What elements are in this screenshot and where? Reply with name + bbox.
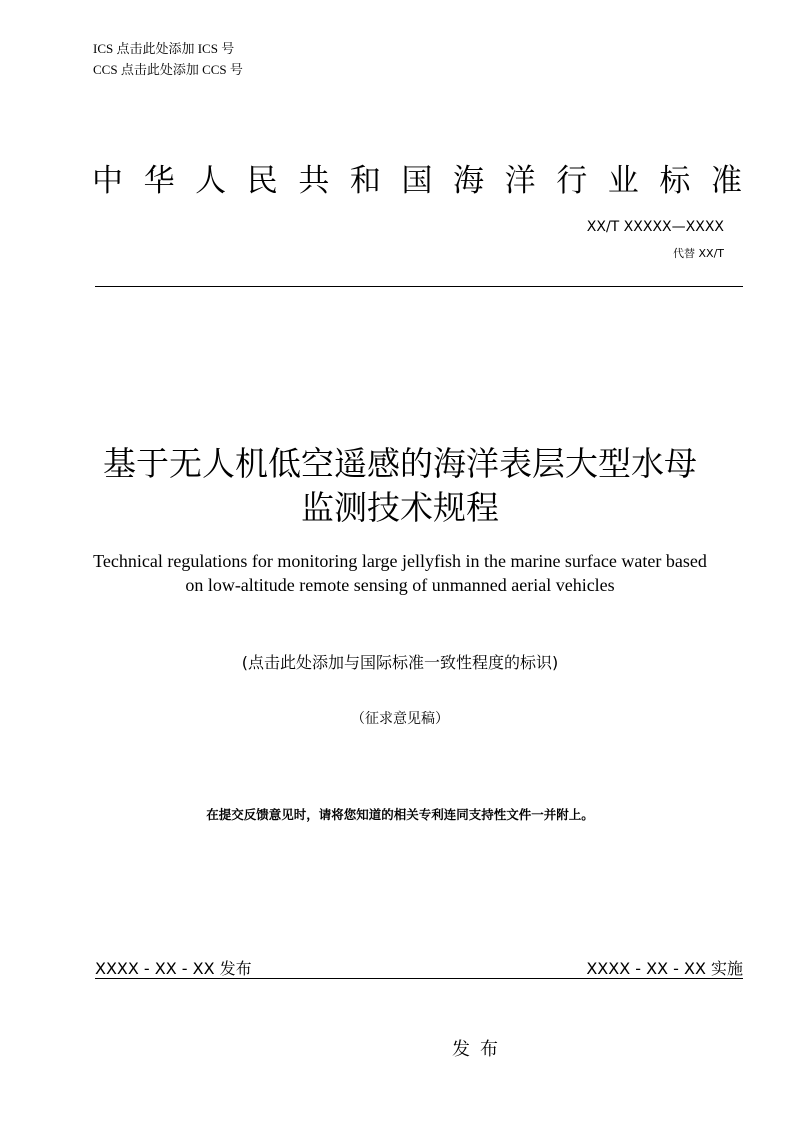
standard-type-char: 业: [607, 163, 639, 199]
top-divider: [95, 286, 743, 287]
standard-type-char: 国: [401, 163, 433, 199]
ics-line: ICS 点击此处添加 ICS 号: [93, 41, 235, 56]
issuer-label: 发布: [452, 1039, 508, 1060]
standard-type-title: [92, 155, 742, 200]
patent-note: 在提交反馈意见时，请将您知道的相关专利连同支持性文件一并附上。: [206, 807, 594, 822]
standard-type-char: 共: [298, 163, 330, 199]
title-en-line-2: on low-altitude remote sensing of unmanned aerial vehicles: [185, 575, 615, 595]
replaces-code: 代替 XX/T: [673, 247, 724, 260]
publish-date: XXXX - XX - XX 发布: [95, 959, 252, 978]
title-en-line-1: Technical regulations for monitoring large jellyfish in the marine surface water based: [93, 551, 707, 571]
draft-status: （征求意见稿）: [351, 712, 449, 727]
consistency-marker: (点击此处添加与国际标准一致性程度的标识): [241, 653, 559, 672]
bottom-divider: [95, 978, 743, 979]
standard-type-char: 民: [246, 163, 278, 199]
title-cn-line-2: 监测技术规程: [301, 488, 499, 527]
implement-date: XXXX - XX - XX 实施: [586, 959, 743, 978]
title-cn-line-1: 基于无人机低空遥感的海洋表层大型水母: [103, 444, 697, 483]
standard-type-char: 洋: [504, 163, 536, 199]
standard-type-char: 人: [195, 163, 227, 199]
standard-type-char: 准: [710, 163, 742, 199]
ccs-line: CCS 点击此处添加 CCS 号: [93, 62, 243, 77]
standard-type-char: 华: [143, 163, 175, 199]
standard-code: XX/T XXXXX—XXXX: [586, 219, 724, 235]
standard-type-char: 中: [92, 163, 123, 199]
standard-type-char: 行: [556, 163, 588, 199]
standard-type-char: 海: [453, 163, 485, 199]
standard-type-char: 和: [349, 163, 381, 199]
standard-type-char: 标: [659, 163, 691, 199]
